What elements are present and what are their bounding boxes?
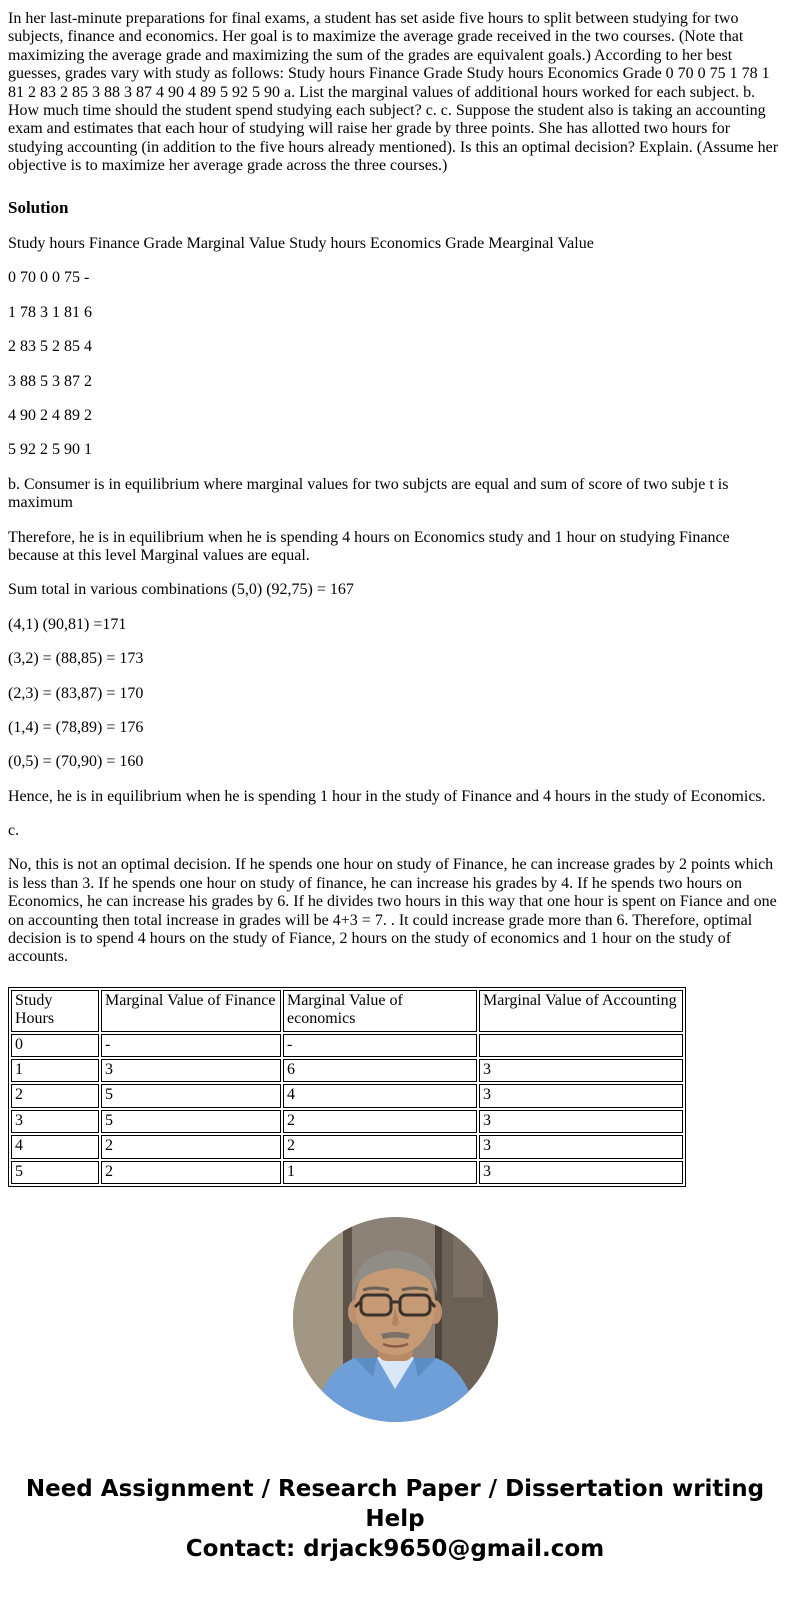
question-text: In her last-minute preparations for final exams, a student has set aside five hours to split between studying for two subjects, finance and economics. Her goal is to maximize the average grade received in the two courses. (Note that maximizing the average grade and maximizing the sum of the grades are equivalent goals.) According to her best guesses, grades vary with study as follows: Study hours Finance Grade Study hours Economics Grade 0 70 0 75 1 78 1 81 2 83 2 85 3 88 3 87 4 90 4 89 5 92 5 90 a. List the marginal values of additional hours worked for each subject. b. How much time should the student spend studying each subject? c. c. Suppose the student also is taking an accounting exam and estimates that each hour of studying will raise her grade by three points. She has allotted two hours for studying accounting (in addition to the five hours already mentioned). Is this an optimal decision? Explain. (Assume her objective is to maximize her average grade across the three courses.) <box>8 10 779 175</box>
table-row <box>11 1135 683 1158</box>
table-cell <box>479 1034 683 1057</box>
table-row <box>11 1059 683 1082</box>
solution-combo-line: (1,4) = (78,89) = 176 <box>8 718 144 736</box>
table-cell: 4 <box>11 1135 99 1158</box>
table-cell: 3 <box>479 1059 683 1082</box>
table-row <box>11 1110 683 1133</box>
footer-contact-email: Contact: drjack9650@gmail.com <box>185 1536 605 1563</box>
table-cell: 4 <box>283 1084 477 1107</box>
table-cell: 3 <box>479 1110 683 1133</box>
solution-heading: Solution <box>8 197 69 217</box>
table-cell: 6 <box>283 1059 477 1082</box>
table-cell: 2 <box>283 1135 477 1158</box>
table-header-cell: Marginal Value of economics <box>283 990 477 1032</box>
table-cell: 3 <box>11 1110 99 1133</box>
table-cell: 1 <box>283 1161 477 1184</box>
solution-data-line: 0 70 0 0 75 - <box>8 269 90 287</box>
table-cell: 5 <box>101 1084 281 1107</box>
table-row <box>11 1084 683 1107</box>
footer-help-text: Need Assignment / Research Paper / Dissertation writing Help <box>25 1476 765 1533</box>
table-cell: 2 <box>101 1161 281 1184</box>
table-cell: 2 <box>101 1135 281 1158</box>
solution-combo-line: (3,2) = (88,85) = 173 <box>8 650 144 668</box>
table-row <box>11 1161 683 1184</box>
table-cell: 1 <box>11 1059 99 1082</box>
table-header-cell: Marginal Value of Finance <box>101 990 281 1032</box>
table-cell: 0 <box>11 1034 99 1057</box>
table-cell: 2 <box>11 1084 99 1107</box>
tutor-photo-section <box>8 1217 782 1427</box>
table-cell: 5 <box>11 1161 99 1184</box>
table-header-cell: Study Hours <box>11 990 99 1032</box>
table-header-cell: Marginal Value of Accounting <box>479 990 683 1032</box>
footer-help-banner <box>25 1475 765 1565</box>
table-cell: 3 <box>479 1135 683 1158</box>
solution-table-header-line: Study hours Finance Grade Marginal Value Study hours Economics Grade Mearginal Value <box>8 235 594 253</box>
table-cell: 3 <box>479 1084 683 1107</box>
table-row <box>11 1034 683 1057</box>
table-cell: - <box>101 1034 281 1057</box>
solution-data-line: 1 78 3 1 81 6 <box>8 303 92 321</box>
solution-paragraph-b: b. Consumer is in equilibrium where marginal values for two subjcts are equal and sum of score of two subje t is maximum <box>8 475 729 512</box>
solution-data-line: 5 92 2 5 90 1 <box>8 441 92 459</box>
marginal-value-table <box>8 987 686 1187</box>
solution-combo-line: (4,1) (90,81) =171 <box>8 615 127 633</box>
solution-data-line: 4 90 2 4 89 2 <box>8 407 92 425</box>
table-header-row <box>11 990 683 1032</box>
solution-paragraph-therefore: Therefore, he is in equilibrium when he is spending 4 hours on Economics study and 1 hour on studying Finance because at this level Marginal values are equal. <box>8 528 730 564</box>
table-cell: 3 <box>101 1059 281 1082</box>
tutor-avatar-image <box>293 1217 498 1422</box>
table-cell: 3 <box>479 1161 683 1184</box>
table-cell: - <box>283 1034 477 1057</box>
table-cell: 2 <box>283 1110 477 1133</box>
solution-data-line: 3 88 5 3 87 2 <box>8 372 92 390</box>
solution-data-line: 2 83 5 2 85 4 <box>8 338 92 356</box>
solution-c-label: c. <box>8 822 20 840</box>
solution-sum-line: Sum total in various combinations (5,0) (92,75) = 167 <box>8 581 354 599</box>
solution-combo-line: (0,5) = (70,90) = 160 <box>8 753 144 771</box>
solution-hence-line: Hence, he is in equilibrium when he is spending 1 hour in the study of Finance and 4 hours in the study of Economics. <box>8 787 766 805</box>
solution-combo-line: (2,3) = (83,87) = 170 <box>8 684 144 702</box>
solution-paragraph-c: No, this is not an optimal decision. If he spends one hour on study of Finance, he can increase grades by 2 points which is less than 3. If he spends one hour on study of finance, he can increase his grades by 4. If he spends two hours on Economics, he can increase his grades by 6. If he divides two hours in this way that one hour is spent on Fiance and one on accounting then total increase in grades will be 4+3 = 7. . It could increase grade more than 6. Therefore, optimal decision is to spend 4 hours on the study of Fiance, 2 hours on the study of economics and 1 hour on the study of accounts. <box>8 856 777 966</box>
table-cell: 5 <box>101 1110 281 1133</box>
